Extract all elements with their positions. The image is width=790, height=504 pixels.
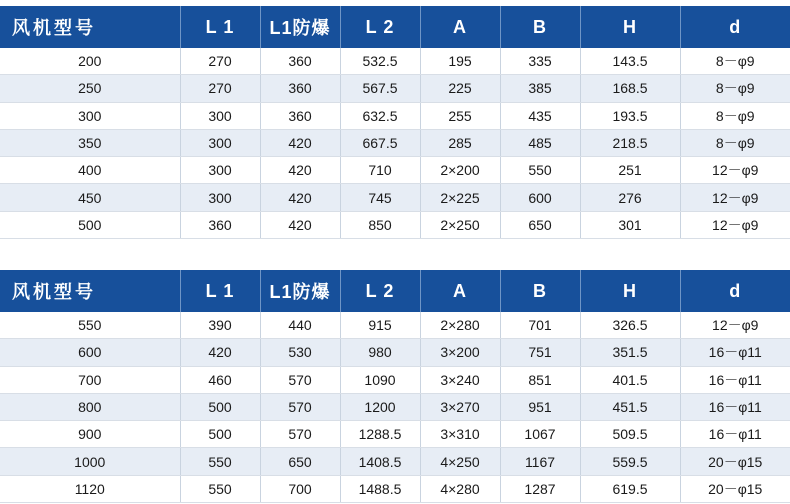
header-row	[0, 270, 790, 312]
table-row	[0, 102, 790, 129]
cell-d: 16－φ11	[680, 421, 790, 448]
table-row	[0, 366, 790, 393]
table-row	[0, 211, 790, 238]
header-l2: L 2	[340, 270, 420, 312]
header-l1-explosion-proof: L1防爆	[260, 6, 340, 48]
cell-b: 951	[500, 393, 580, 420]
cell-l1: 550	[180, 448, 260, 475]
cell-fan-model: 1120	[0, 475, 180, 502]
cell-b: 751	[500, 339, 580, 366]
cell-fan-model: 250	[0, 75, 180, 102]
cell-a: 2×200	[420, 157, 500, 184]
cell-d: 8－φ9	[680, 75, 790, 102]
cell-l2: 710	[340, 157, 420, 184]
table-header	[0, 6, 790, 48]
cell-b: 1167	[500, 448, 580, 475]
cell-l1-explosion-proof: 420	[260, 211, 340, 238]
cell-fan-model: 700	[0, 366, 180, 393]
cell-h: 276	[580, 184, 680, 211]
cell-l2: 745	[340, 184, 420, 211]
table-header	[0, 270, 790, 312]
header-l2: L 2	[340, 6, 420, 48]
cell-l2: 850	[340, 211, 420, 238]
cell-l1-explosion-proof: 570	[260, 393, 340, 420]
header-b: B	[500, 270, 580, 312]
cell-a: 285	[420, 129, 500, 156]
cell-d: 16－φ11	[680, 366, 790, 393]
header-row	[0, 6, 790, 48]
cell-fan-model: 600	[0, 339, 180, 366]
table-row	[0, 393, 790, 420]
cell-l1-explosion-proof: 530	[260, 339, 340, 366]
cell-l2: 1090	[340, 366, 420, 393]
cell-l1-explosion-proof: 700	[260, 475, 340, 502]
cell-l1-explosion-proof: 440	[260, 312, 340, 339]
cell-l2: 1200	[340, 393, 420, 420]
cell-b: 435	[500, 102, 580, 129]
cell-h: 351.5	[580, 339, 680, 366]
cell-h: 559.5	[580, 448, 680, 475]
cell-l1: 460	[180, 366, 260, 393]
cell-h: 218.5	[580, 129, 680, 156]
cell-l1-explosion-proof: 420	[260, 129, 340, 156]
table-body	[0, 312, 790, 503]
cell-l1-explosion-proof: 420	[260, 157, 340, 184]
cell-d: 20－φ15	[680, 448, 790, 475]
cell-l1: 550	[180, 475, 260, 502]
cell-l1: 270	[180, 75, 260, 102]
cell-l1-explosion-proof: 360	[260, 102, 340, 129]
cell-d: 8－φ9	[680, 102, 790, 129]
cell-a: 255	[420, 102, 500, 129]
cell-fan-model: 450	[0, 184, 180, 211]
cell-a: 4×250	[420, 448, 500, 475]
cell-l2: 532.5	[340, 48, 420, 75]
cell-l1: 500	[180, 393, 260, 420]
cell-d: 20－φ15	[680, 475, 790, 502]
cell-fan-model: 1000	[0, 448, 180, 475]
cell-a: 2×250	[420, 211, 500, 238]
table-row	[0, 339, 790, 366]
cell-b: 851	[500, 366, 580, 393]
cell-h: 401.5	[580, 366, 680, 393]
cell-a: 3×240	[420, 366, 500, 393]
cell-l2: 1488.5	[340, 475, 420, 502]
cell-d: 12－φ9	[680, 312, 790, 339]
cell-d: 8－φ9	[680, 48, 790, 75]
cell-l1-explosion-proof: 420	[260, 184, 340, 211]
cell-b: 600	[500, 184, 580, 211]
cell-h: 451.5	[580, 393, 680, 420]
cell-h: 251	[580, 157, 680, 184]
cell-l1: 500	[180, 421, 260, 448]
header-b: B	[500, 6, 580, 48]
cell-a: 3×310	[420, 421, 500, 448]
cell-l2: 667.5	[340, 129, 420, 156]
header-d: d	[680, 6, 790, 48]
cell-l1: 420	[180, 339, 260, 366]
cell-l1: 270	[180, 48, 260, 75]
cell-h: 301	[580, 211, 680, 238]
cell-d: 12－φ9	[680, 211, 790, 238]
cell-a: 3×200	[420, 339, 500, 366]
table-row	[0, 129, 790, 156]
cell-d: 12－φ9	[680, 184, 790, 211]
table-row	[0, 184, 790, 211]
cell-d: 16－φ11	[680, 393, 790, 420]
header-l1: L 1	[180, 6, 260, 48]
cell-fan-model: 900	[0, 421, 180, 448]
cell-a: 3×270	[420, 393, 500, 420]
cell-a: 4×280	[420, 475, 500, 502]
cell-l1-explosion-proof: 360	[260, 48, 340, 75]
table-row	[0, 157, 790, 184]
table-row	[0, 75, 790, 102]
header-l1-explosion-proof: L1防爆	[260, 270, 340, 312]
cell-h: 326.5	[580, 312, 680, 339]
cell-b: 385	[500, 75, 580, 102]
cell-a: 2×280	[420, 312, 500, 339]
cell-b: 701	[500, 312, 580, 339]
header-l1: L 1	[180, 270, 260, 312]
cell-fan-model: 800	[0, 393, 180, 420]
header-d: d	[680, 270, 790, 312]
table-body	[0, 48, 790, 239]
cell-l1: 300	[180, 129, 260, 156]
cell-h: 193.5	[580, 102, 680, 129]
table-row	[0, 448, 790, 475]
cell-l2: 1408.5	[340, 448, 420, 475]
cell-a: 195	[420, 48, 500, 75]
cell-b: 335	[500, 48, 580, 75]
cell-l1-explosion-proof: 570	[260, 366, 340, 393]
cell-fan-model: 400	[0, 157, 180, 184]
header-a: A	[420, 6, 500, 48]
cell-b: 1067	[500, 421, 580, 448]
cell-fan-model: 300	[0, 102, 180, 129]
cell-b: 650	[500, 211, 580, 238]
cell-l2: 567.5	[340, 75, 420, 102]
cell-a: 225	[420, 75, 500, 102]
cell-l2: 915	[340, 312, 420, 339]
cell-b: 1287	[500, 475, 580, 502]
cell-l1: 300	[180, 184, 260, 211]
cell-l2: 632.5	[340, 102, 420, 129]
cell-h: 168.5	[580, 75, 680, 102]
cell-b: 550	[500, 157, 580, 184]
table-row	[0, 421, 790, 448]
cell-l2: 1288.5	[340, 421, 420, 448]
table-row	[0, 475, 790, 502]
spec-table-2	[0, 270, 790, 503]
cell-d: 12－φ9	[680, 157, 790, 184]
cell-d: 8－φ9	[680, 129, 790, 156]
cell-d: 16－φ11	[680, 339, 790, 366]
cell-fan-model: 350	[0, 129, 180, 156]
cell-fan-model: 500	[0, 211, 180, 238]
header-fan-model: 风机型号	[0, 6, 180, 48]
cell-h: 509.5	[580, 421, 680, 448]
cell-a: 2×225	[420, 184, 500, 211]
cell-l1-explosion-proof: 570	[260, 421, 340, 448]
header-h: H	[580, 6, 680, 48]
cell-fan-model: 550	[0, 312, 180, 339]
cell-l1: 300	[180, 102, 260, 129]
table-row	[0, 312, 790, 339]
cell-l1-explosion-proof: 650	[260, 448, 340, 475]
table-row	[0, 48, 790, 75]
header-a: A	[420, 270, 500, 312]
cell-l1: 390	[180, 312, 260, 339]
cell-fan-model: 200	[0, 48, 180, 75]
cell-h: 619.5	[580, 475, 680, 502]
cell-l1-explosion-proof: 360	[260, 75, 340, 102]
cell-l2: 980	[340, 339, 420, 366]
cell-b: 485	[500, 129, 580, 156]
header-fan-model: 风机型号	[0, 270, 180, 312]
header-h: H	[580, 270, 680, 312]
cell-h: 143.5	[580, 48, 680, 75]
spec-table-1	[0, 6, 790, 239]
cell-l1: 300	[180, 157, 260, 184]
cell-l1: 360	[180, 211, 260, 238]
